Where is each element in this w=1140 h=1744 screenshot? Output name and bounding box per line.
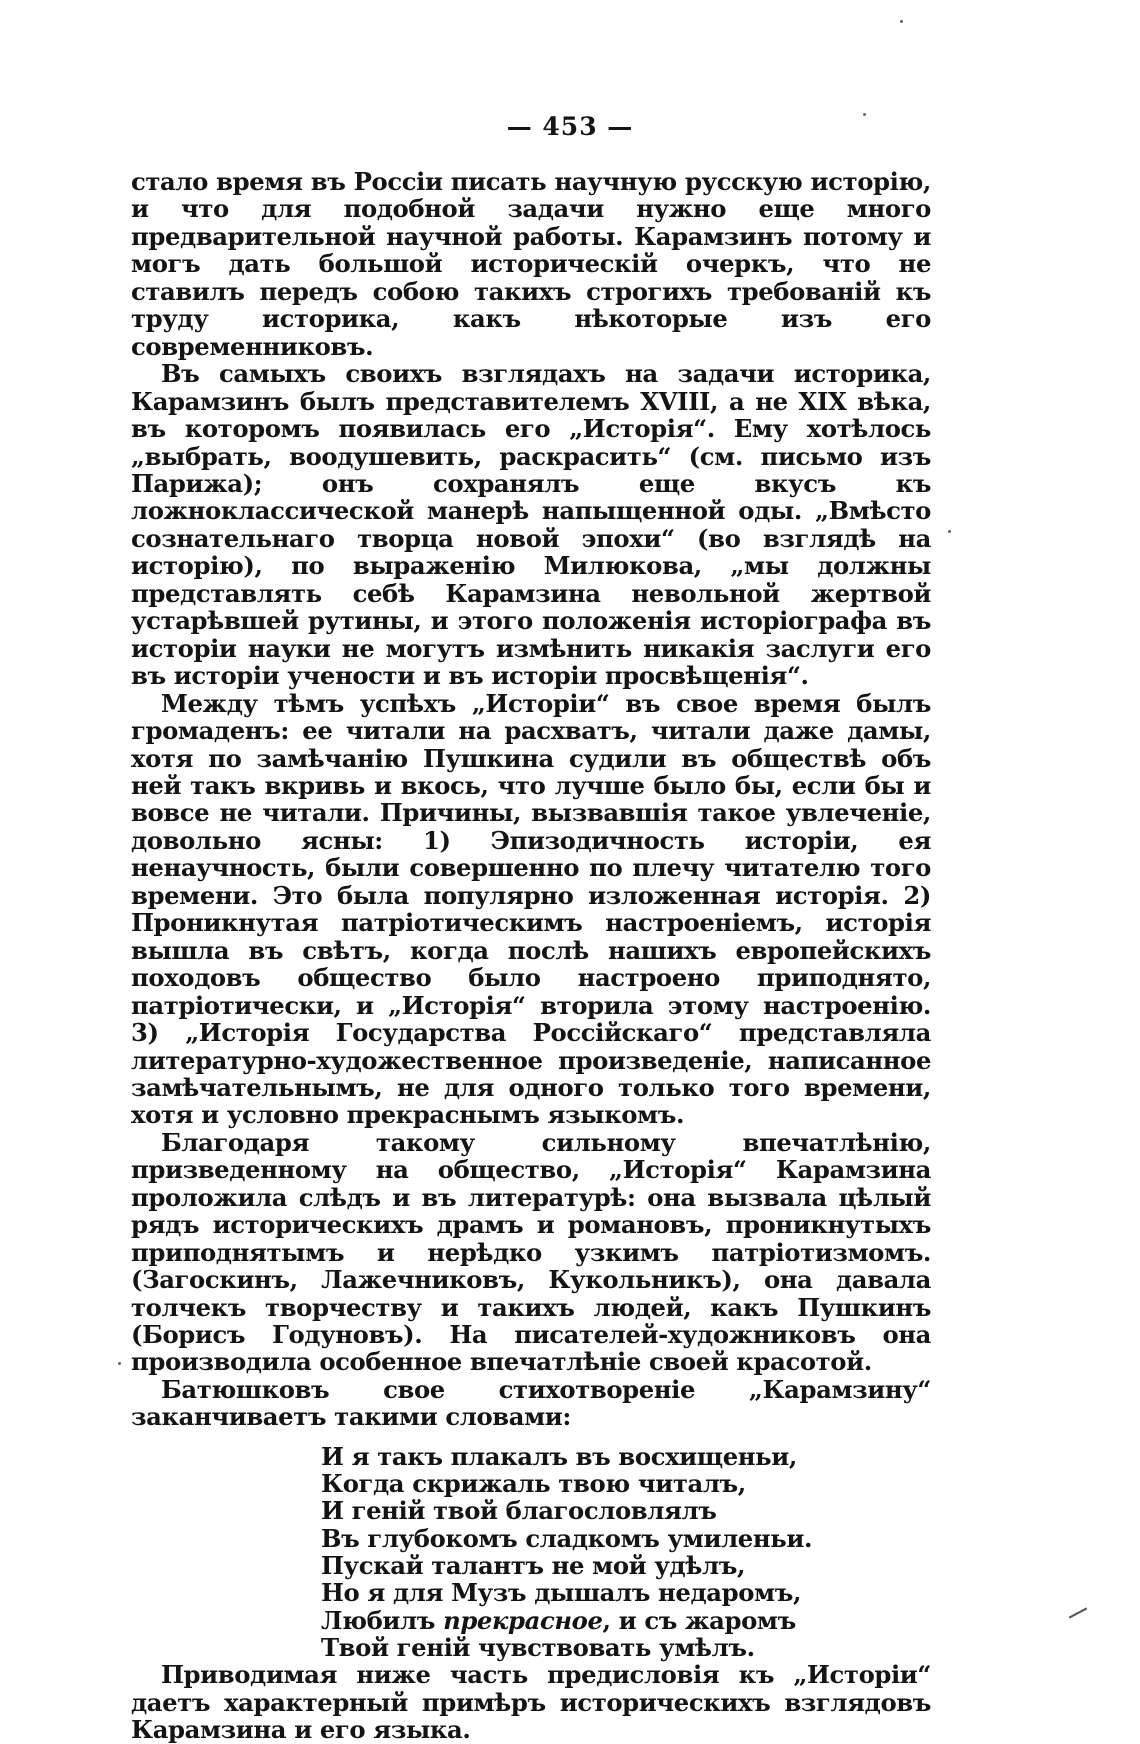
scan-speck (863, 113, 866, 116)
poem-line-with-italic (321, 1607, 931, 1634)
poem-line: Но я для Музъ дышалъ недаромъ, (321, 1578, 802, 1608)
scan-pen-stroke (1069, 1607, 1088, 1618)
poem-line: И геній твой благословлялъ (321, 1496, 717, 1526)
paragraph-literary-influence: Благодаря такому сильному впечатлѣнію, призведенному на общество, „Исторія“ Карамзина проложила слѣдъ и въ литературѣ: она вызвала цѣлый рядъ историческихъ драмъ и романовъ, проникнутыхъ приподнятымъ и нерѣдко узкимъ патріотизмомъ. (Загоскинъ, Лажечниковъ, Кукольникъ), она давала толчекъ творчеству и такихъ людей, какъ Пушкинъ (Борисъ Годуновъ). На писателей-художниковъ она производила особенное впечатлѣніе своей красотой. (131, 1127, 931, 1377)
poem-line-end: , и съ жаромъ (602, 1605, 796, 1635)
poem-line: Пускай талантъ не мой удѣлъ, (321, 1551, 746, 1581)
poem-line: Твой геній чувствовать умѣлъ. (321, 1632, 755, 1662)
scan-speck (900, 20, 903, 23)
paragraph-success-reasons: Между тѣмъ успѣхъ „Исторіи“ въ свое время былъ громаденъ: ее читали на расхватъ, читали даже дамы, хотя по замѣчанію Пушкина судили въ обществѣ объ ней такъ вкривь и вкось, что лучше было бы, если бы и вовсе не читали. Причины, вызвавшія такое увлеченіе, довольно ясны: 1) Эпизодичность исторіи, ея ненаучность, были совершенно по плечу читателю того времени. Это была популярно изложенная исторія. 2) Проникнутая патріотическимъ настроеніемъ, исторія вышла въ свѣтъ, когда послѣ нашихъ европейскихъ походовъ общество было настроено приподнято, патріотически, и „Исторія“ вторила этому настроенію. 3) „Исторія Государства Россійскаго“ представляла литературно-художественное произведеніе, написанное замѣчательнымъ, не для одного только того времени, хотя и условно прекраснымъ языкомъ. (131, 688, 931, 1130)
scan-speck (948, 530, 951, 533)
paragraph-closing: Приводимая ниже часть предисловія къ „Исторіи“ даетъ характерный примѣръ историческихъ взглядовъ Карамзина и его языка. (131, 1660, 931, 1744)
page-body (131, 168, 931, 1744)
paragraph-batyushkov-intro: Батюшковъ свое стихотвореніе „Карамзину“ заканчиваетъ такими словами: (131, 1374, 931, 1432)
page-number: — 453 — (506, 112, 634, 141)
poem-line: Когда скрижаль твою читалъ, (321, 1469, 746, 1499)
poem-block (321, 1443, 931, 1661)
poem-line: Въ глубокомъ сладкомъ умиленьи. (321, 1523, 813, 1553)
paragraph-karamzin-views: Въ самыхъ своихъ взглядахъ на задачи историка, Карамзинъ былъ представителемъ XVIII, а не XIX вѣка, въ которомъ появилась его „Исторія“. Ему хотѣлось „выбрать, воодушевить, раскрасить“ (см. письмо изъ Парижа); онъ сохранялъ еще вкусъ къ ложноклассической манерѣ напыщенной оды. „Вмѣсто сознательнаго творца новой эпохи“ (во взглядѣ на исторію), по выраженію Милюкова, „мы должны представлять себѣ Карамзина невольной жертвой устарѣвшей рутины, и этого положенія исторіографа въ исторіи науки не могутъ измѣнить никакія заслуги его въ исторіи учености и въ исторіи просвѣщенія“. (131, 359, 931, 691)
poem-line: И я такъ плакалъ въ восхищеньи, (321, 1441, 797, 1471)
poem-line-start: Любилъ (321, 1605, 444, 1635)
paragraph-continuation: стало время въ Россіи писать научную русскую исторію, и что для подобной задачи нужно еще много предварительной научной работы. Карамзинъ потому и могъ дать большой историческій очеркъ, что не ставилъ передъ собою такихъ строгихъ требованій къ труду историка, какъ нѣкоторые изъ его современниковъ. (131, 167, 931, 361)
scan-speck (118, 1362, 121, 1365)
poem-italic-word: прекрасное (443, 1605, 603, 1635)
